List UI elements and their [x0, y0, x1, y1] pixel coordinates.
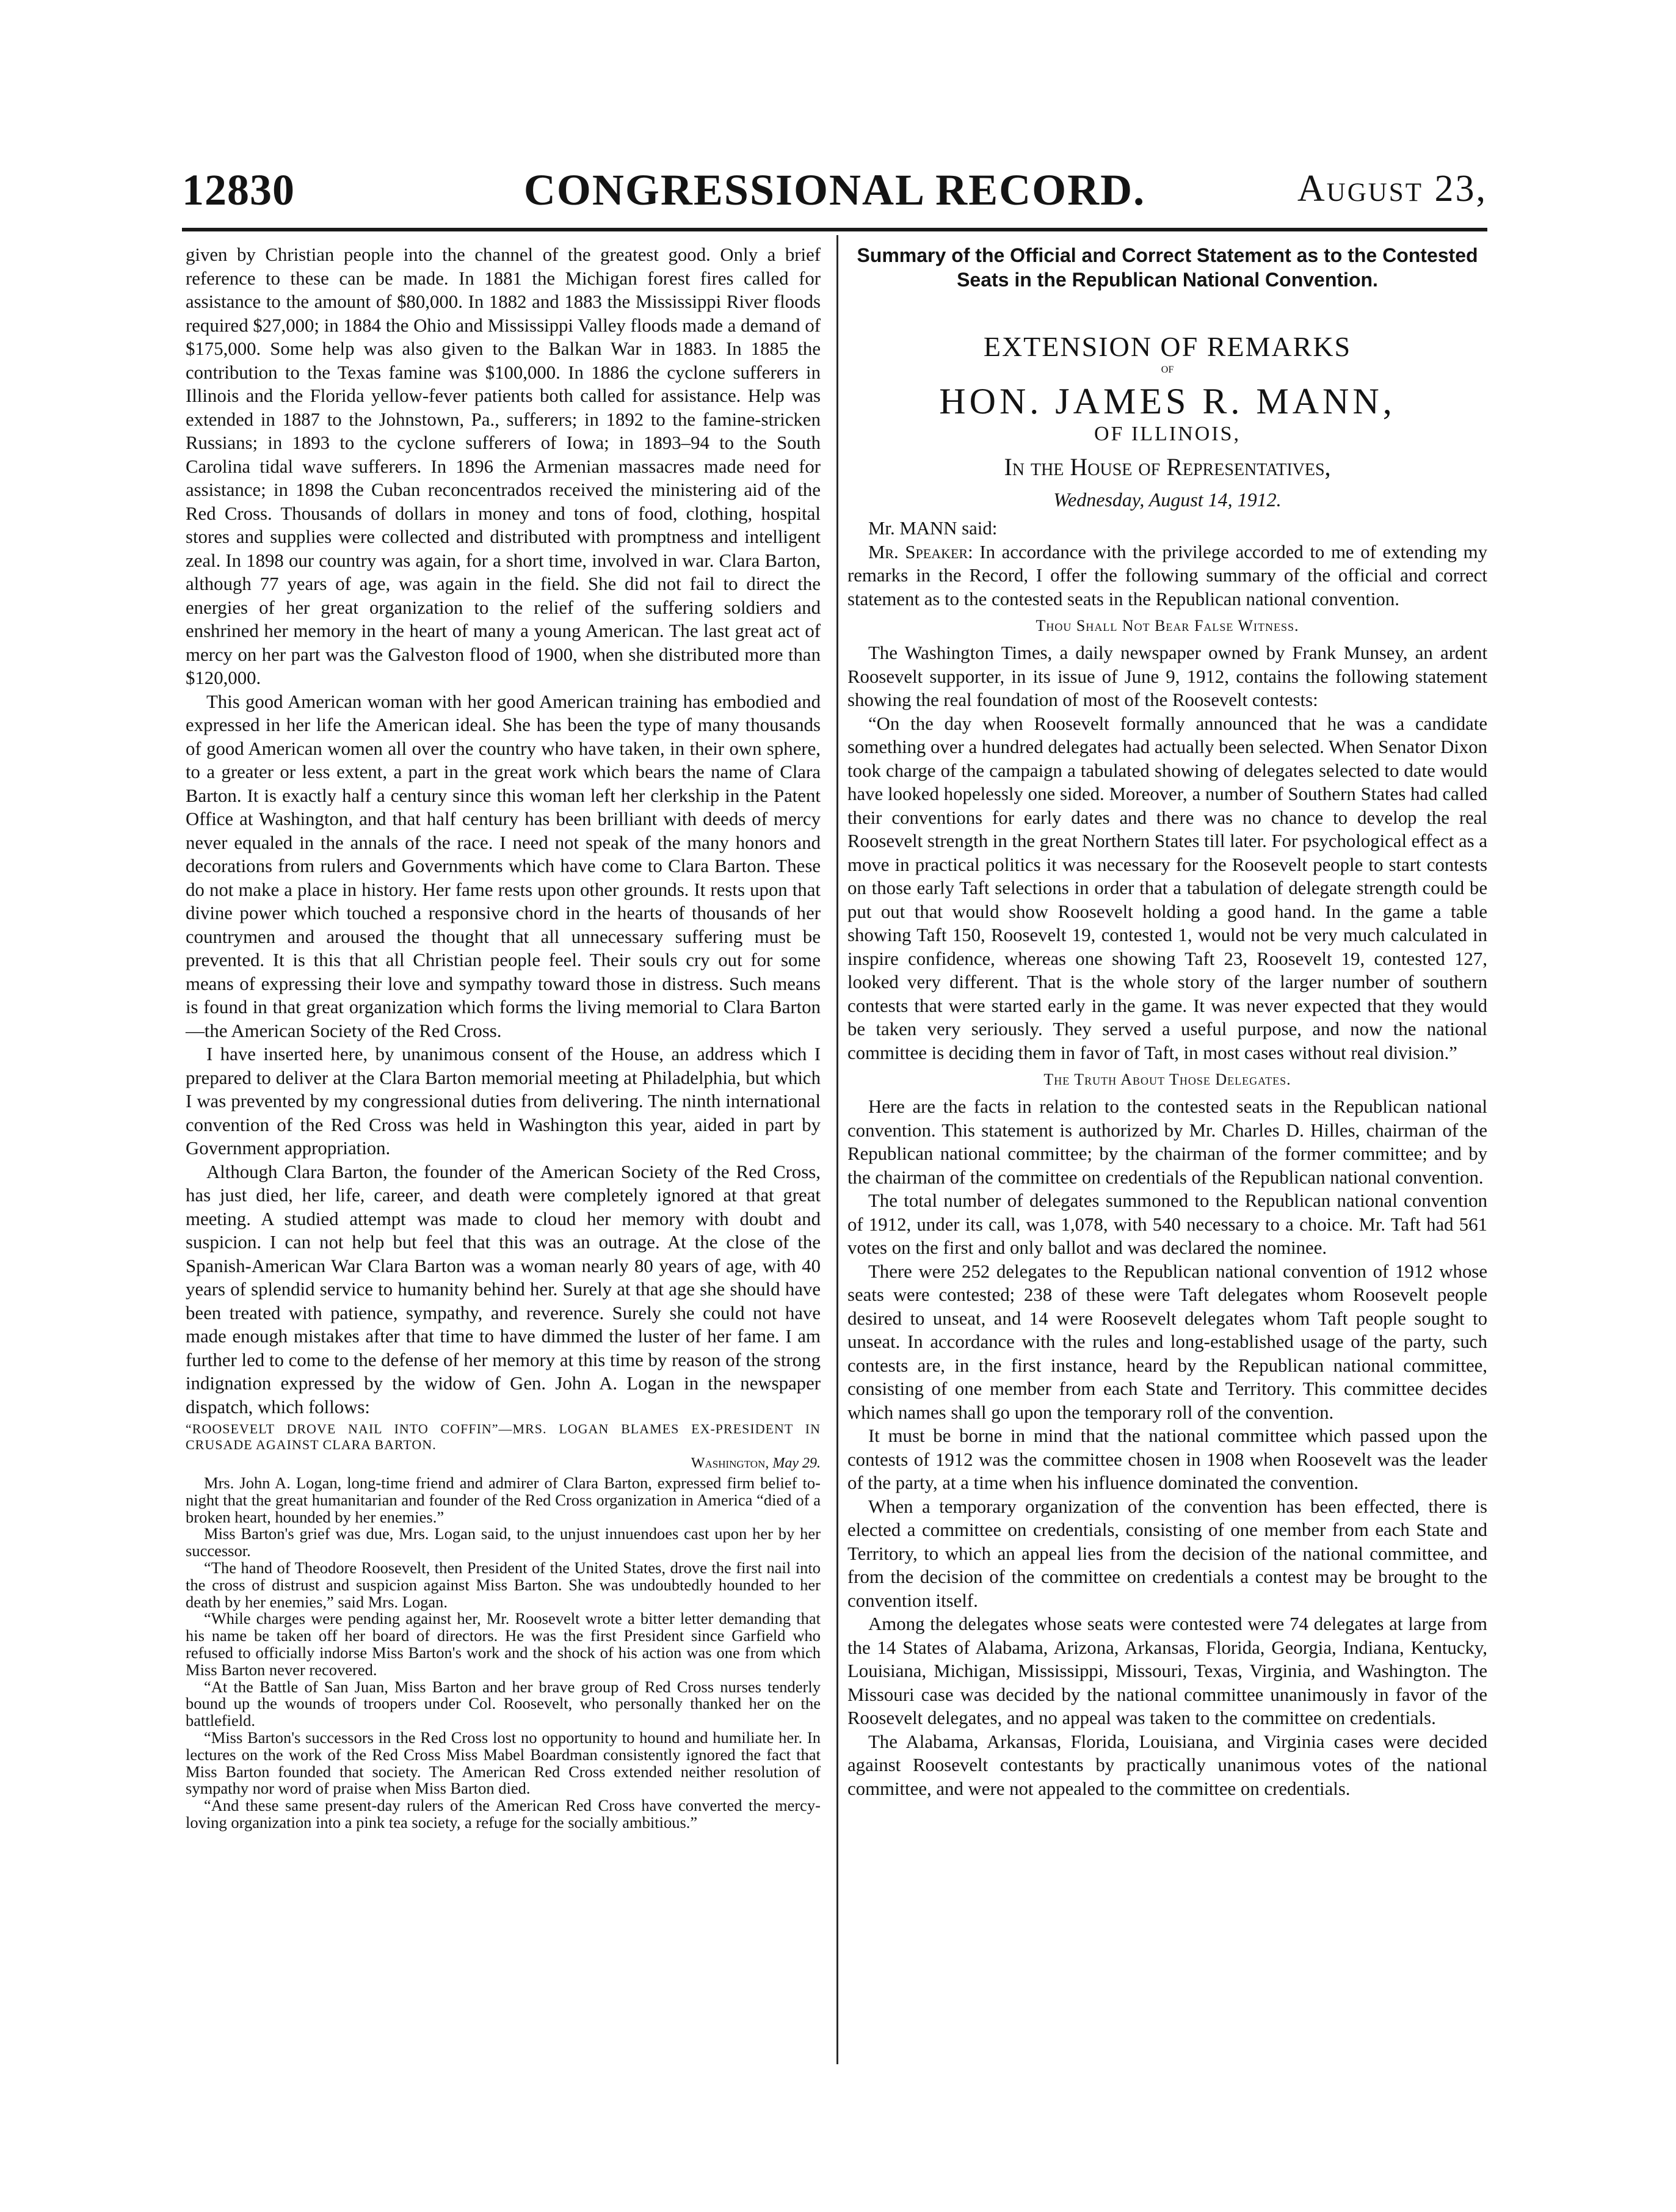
- paragraph: Although Clara Barton, the founder of the American Society of the Red Cross, has just died, her life, career, and death were completely ignored at that great meeting. A studied attempt was made to cloud her memory with doubt and suspicion. I can not help but feel that this was an outrage. At the close of the Spanish-American War Clara Barton was a woman nearly 80 years of age, with 40 years of splendid service to humanity behind her. Surely at that age she should have been treated with patience, sympathy, and reverence. Surely she could not have made enough mistakes after that time to have dimmed the luster of her fame. I am further led to come to the defense of her memory at this time by reason of the strong indignation expressed by the widow of Gen. John A. Logan in the newspaper dispatch, which follows:: [186, 1161, 821, 1417]
- page-number: 12830: [182, 166, 295, 214]
- header-rule: [182, 228, 1487, 231]
- clipping-paragraph: Mrs. John A. Logan, long-time friend and admirer of Clara Barton, expressed firm belief to-night that the great humanitarian and founder of the Red Cross organization in America “died of a broken heart, hounded by her enemies.”: [186, 1474, 821, 1526]
- paragraph: Among the delegates whose seats were contested were 74 delegates at large from the 14 States of Alabama, Arizona, Arkansas, Florida, Georgia, Indiana, Kentucky, Louisiana, Michigan, Mississippi, Missouri, Texas, Virginia, and Washington. The Missouri case was decided by the national committee unanimously in favor of the Roosevelt delegates, and no appeal was taken to the committee on credentials.: [847, 1614, 1487, 1728]
- clipping-paragraph: “Miss Barton's successors in the Red Cross lost no opportunity to hound and humiliate her. In lectures on the work of the Red Cross Miss Mabel Boardman consistently ignored the fact that Miss Barton founded that society. The American Red Cross extended neither resolution of sympathy nor word of praise when Miss Barton died.: [186, 1728, 821, 1798]
- clipping-paragraph: Miss Barton's grief was due, Mrs. Logan said, to the unjust innuendoes cast upon her by her successor.: [186, 1524, 821, 1560]
- paragraph: It must be borne in mind that the national committee which passed upon the contests of 1912 was the committee chosen in 1908 when Roosevelt was the leader of the party, at a time when his influence dominated the convention.: [847, 1425, 1487, 1493]
- clipping-dateline: [186, 1454, 821, 1472]
- speaker-address: Mr. Speaker:: [868, 541, 973, 562]
- clipping-paragraph: “At the Battle of San Juan, Miss Barton and her brave group of Red Cross nurses tenderly bound up the wounds of troopers under Col. Roosevelt, who personally thanked her on the battlefield.: [186, 1677, 821, 1730]
- left-column: [186, 243, 821, 1832]
- newspaper-clipping: [186, 1421, 821, 1832]
- intro-paragraph: [847, 540, 1487, 611]
- paragraph: I have inserted here, by unanimous consent of the House, an address which I prepared to deliver at the Clara Barton memorial meeting at Philadelphia, but which I was prevented by my congressional duties from delivering. The ninth international convention of the Red Cross was held in Washington this year, aided in part by Government appropriation.: [186, 1044, 821, 1159]
- section-subhead: Thou Shall Not Bear False Witness.: [1036, 617, 1299, 635]
- summary-title: Summary of the Official and Correct Statement as to the Contested Seats in the Republican National Convention.: [857, 244, 1478, 291]
- issue-date: August 23,: [1297, 168, 1487, 209]
- paragraph: There were 252 delegates to the Republican national convention of 1912 whose seats were contested; 238 of these were Taft delegates whom Roosevelt people desired to unseat, and 14 were Roosevelt delegates whom Taft people sought to unseat. In accordance with the rules and long-established usage of the party, such contests are, in the first instance, heard by the Republican national committee, consisting of one member from each State and Territory. This committee decides which names shall go upon the temporary roll of the convention.: [847, 1261, 1487, 1423]
- dateline-place: Washington,: [691, 1455, 769, 1471]
- paragraph: When a temporary organization of the convention has been effected, there is elected a committee on credentials, consisting of one member from each State and Territory, to which an appeal lies from the decision of the national committee, and from the decision of the committee on credentials a contest may be brought to the convention itself.: [847, 1496, 1487, 1611]
- intro-text: In accordance with the privilege accorded to me of extending my remarks in the Record, I offer the following summary of the official and correct statement as to the contested seats in the Republican national convention.: [847, 541, 1488, 609]
- member-name: HON. JAMES R. MANN,: [939, 381, 1396, 421]
- speaker-intro: Mr. MANN said:: [868, 518, 998, 539]
- journal-title: CONGRESSIONAL RECORD.: [523, 166, 1146, 214]
- column-divider: [836, 235, 838, 2064]
- paragraph: This good American woman with her good American training has embodied and expressed in her life the American ideal. She has been the type of many thousands of good American women all over the country who have taken, in their own sphere, to a greater or less extent, a part in the great work which bears the name of Clara Barton. It is exactly half a century since this woman left her clerkship in the Patent Office at Washington, and that half century has been brilliant with deeds of mercy never equaled in the annals of the race. I need not speak of the many honors and decorations from rulers and Governments which have come to Clara Barton. These do not make a place in history. Her fame rests upon other grounds. It rests upon that divine power which touched a responsive chord in the hearts of thousands of her countrymen and aroused the thought that all unnecessary suffering must be prevented. It is this that all Christian people feel. Their souls cry out for some means of expressing their love and sympathy toward those in distress. Such means is found in that great organization which forms the living memorial to Clara Barton—the American Society of the Red Cross.: [186, 691, 821, 1041]
- dateline-date: May 29.: [772, 1455, 821, 1471]
- paragraph: Here are the facts in relation to the contested seats in the Republican national convention. This statement is authorized by Mr. Charles D. Hilles, chairman of the Republican national committee; by the chairman of the former committee; and by the chairman of the committee on credentials of the Republican national convention.: [847, 1096, 1487, 1188]
- paragraph: The Washington Times, a daily newspaper owned by Frank Munsey, an ardent Roosevelt supporter, in its issue of June 9, 1912, contains the following statement showing the real foundation of most of the Roosevelt contests:: [847, 642, 1487, 710]
- paragraph: The total number of delegates summoned to the Republican national convention of 1912, under its call, was 1,078, with 540 necessary to a choice. Mr. Taft had 561 votes on the first and only ballot and was declared the nominee.: [847, 1190, 1487, 1258]
- chamber-line: In the House of Representatives,: [1004, 453, 1331, 481]
- speech-date: Wednesday, August 14, 1912.: [1053, 489, 1282, 511]
- extension-title: EXTENSION OF REMARKS: [983, 331, 1352, 362]
- page-header: [182, 165, 1487, 226]
- paragraph: The Alabama, Arkansas, Florida, Louisiana, and Virginia cases were decided against Roosevelt contestants by practically unanimous votes of the national committee, and were not appealed to the committee on credentials.: [847, 1731, 1487, 1799]
- quoted-paragraph: “On the day when Roosevelt formally announced that he was a candidate something over a hundred delegates had actually been selected. When Senator Dixon took charge of the campaign a tabulated showing of delegates selected to date would have looked hopelessly one sided. Moreover, a number of Southern States had called their conventions for early dates and there was no chance to develop the real Roosevelt strength in the great Northern States till later. For psychological effect as a move in practical politics it was necessary for the Roosevelt people to start contests on those early Taft selections in order that a tabulation of delegate strength could be put out that would show Roosevelt holding a good hand. In the game a table showing Taft 150, Roosevelt 19, contested 1, would not be very much calculated in inspire confidence, whereas one showing Taft 23, Roosevelt 19, contested 127, looked very different. That is the whole story of the larger number of southern contests that were started early in the game. It was never expected that they would be taken very seriously. They served a useful purpose, and now the national committee is deciding them in favor of Taft, in most cases without real division.”: [847, 713, 1487, 1063]
- of-label: OF: [1161, 365, 1174, 375]
- clipping-headline: “ROOSEVELT DROVE NAIL INTO COFFIN”—MRS. LOGAN BLAMES EX-PRESIDENT IN CRUSADE AGAINST CLARA BARTON.: [186, 1421, 821, 1452]
- clipping-paragraph: “While charges were pending against her, Mr. Roosevelt wrote a bitter letter demanding that his name be taken off her board of directors. He was the first President since Garfield who refused to officially indorse Miss Barton's work and the shock of his action was one from which Miss Barton never recovered.: [186, 1609, 821, 1679]
- member-state: OF ILLINOIS,: [1094, 423, 1241, 445]
- paragraph: given by Christian people into the channel of the greatest good. Only a brief reference to these can be made. In 1881 the Michigan forest fires called for assistance to the amount of $80,000. In 1882 and 1883 the Mississippi River floods required $27,000; in 1884 the Ohio and Mississippi Valley floods made a demand of $175,000. Some help was also given to the Balkan War in 1883. In 1885 the contribution to the Texas famine was $100,000. In 1886 the cyclone sufferers in Illinois and the Florida yellow-fever patients both called for assistance. Help was extended in 1887 to the Johnstown, Pa., sufferers; in 1892 to the famine-stricken Russians; in 1893 to the cyclone sufferers of Iowa; in 1893–94 to the South Carolina tidal wave sufferers. In 1896 the Armenian massacres made need for assistance; in 1898 the Cuban reconcentrados received the ministering aid of the Red Cross. Thousands of dollars in money and tons of food, clothing, hospital stores and supplies were collected and distributed with promptness and intelligent zeal. In 1898 our country was again, for a short time, involved in war. Clara Barton, although 77 years of age, was again in the field. She did not fail to direct the energies of her great organization to the relief of the suffering soldiers and enshrined her memory in the heart of many a young American. The last great act of mercy on her part was the Galveston flood of 1900, when she distributed more than $120,000.: [186, 244, 821, 688]
- right-column: [847, 243, 1487, 1800]
- clipping-paragraph: “The hand of Theodore Roosevelt, then President of the United States, drove the first nail into the cross of distrust and suspicion against Miss Barton. She was undoubtedly hounded to her death by her enemies,” said Mrs. Logan.: [186, 1558, 821, 1611]
- section-subhead: The Truth About Those Delegates.: [1043, 1071, 1291, 1088]
- clipping-paragraph: “And these same present-day rulers of the American Red Cross have converted the mercy-loving organization into a pink tea society, a refuge for the socially ambitious.”: [186, 1796, 821, 1832]
